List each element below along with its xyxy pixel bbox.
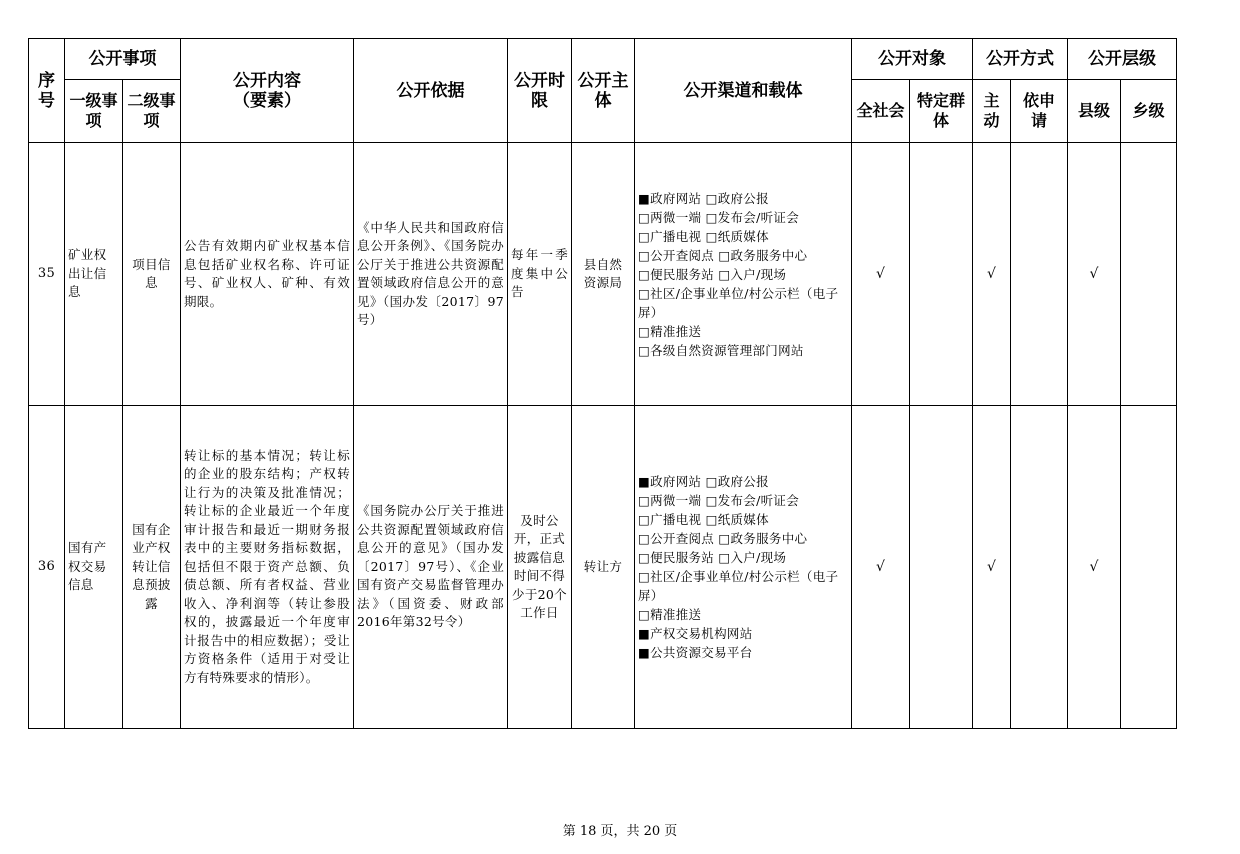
row-subject: 转让方 (572, 406, 635, 729)
channel-item: □精准推送 (638, 607, 702, 622)
row-basis: 《中华人民共和国政府信息公开条例》、《国务院办公厅关于推进公共资源配置领域政府信息公开的意见》（国办发〔2017〕97号） (354, 143, 508, 406)
row-seq: 36 (29, 406, 65, 729)
channel-item: □精准推送 (638, 323, 702, 339)
header-matter-group: 公开事项 (65, 39, 181, 80)
row-level1: 矿业权 出让信 息 (65, 143, 123, 406)
channel-item: ■产权交易机构网站 (638, 626, 753, 641)
channel-item: ■政府网站 □政府公报 (638, 190, 769, 206)
header-time-limit: 公开时 限 (508, 39, 572, 143)
row-channels (635, 406, 852, 729)
header-subject: 公开主 体 (572, 39, 635, 143)
header-level1: 一级事 项 (65, 80, 123, 143)
header-level-township: 乡级 (1121, 80, 1177, 143)
channel-item: □社区/企事业单位/村公示栏（电子屏） (638, 285, 839, 320)
row-channels (635, 143, 852, 406)
row-content: 转让标的基本情况；转让标的企业的股东结构；产权转让行为的决策及批准情况；转让标的企业最近一个年度审计报告和最近一期财务报表中的主要财务指标数据，包括但不限于资产总额、负债总额、所有者权益、营业收入、净利润等（转让参股权的，披露最近一个年度审计报告中的相应数据）；受让方资格条件（适用于对受让方有特殊要求的情形）。 (181, 406, 354, 729)
table-row (29, 406, 1177, 729)
header-seq: 序 号 (29, 39, 65, 143)
row-level1: 国有产 权交易 信息 (65, 406, 123, 729)
header-content: 公开内容 （要素） (181, 39, 354, 143)
row-method-active-check: √ (973, 406, 1011, 729)
table-row (29, 143, 1177, 406)
header-level-county: 县级 (1068, 80, 1121, 143)
row-target-all-check: √ (852, 406, 910, 729)
channel-item: ■公共资源交易平台 (638, 645, 753, 660)
row-time-limit: 及时公开，正式披露信息时间不得少于20个工作日 (508, 406, 572, 729)
row-content: 公告有效期内矿业权基本信息包括矿业权名称、许可证号、矿业权人、矿种、有效期限。 (181, 143, 354, 406)
row-method-request-check (1011, 143, 1068, 406)
channel-item: □公开查阅点 □政务服务中心 (638, 247, 808, 263)
header-level2: 二级事 项 (123, 80, 181, 143)
channel-item: □公开查阅点 □政务服务中心 (638, 531, 808, 546)
header-target-group: 公开对象 (852, 39, 973, 80)
header-target-specific: 特定群 体 (910, 80, 973, 143)
channel-item: ■政府网站 □政府公报 (638, 474, 769, 489)
channel-item: □两微一端 □发布会/听证会 (638, 209, 800, 225)
row-method-active-check: √ (973, 143, 1011, 406)
row-level-township-check (1121, 406, 1177, 729)
channel-item: □便民服务站 □入户/现场 (638, 266, 787, 282)
channel-item: □两微一端 □发布会/听证会 (638, 493, 800, 508)
row-level-county-check: √ (1068, 143, 1121, 406)
row-level2: 国有企 业产权 转让信 息预披 露 (123, 406, 181, 729)
row-level-county-check: √ (1068, 406, 1121, 729)
channel-item: □广播电视 □纸质媒体 (638, 512, 769, 527)
row-basis: 《国务院办公厅关于推进公共资源配置领域政府信息公开的意见》（国办发〔2017〕97号）、《企业国有资产交易监督管理办法》（国资委、财政部2016年第32号令） (354, 406, 508, 729)
header-level-group: 公开层级 (1068, 39, 1177, 80)
channel-item: □广播电视 □纸质媒体 (638, 228, 769, 244)
row-method-request-check (1011, 406, 1068, 729)
header-basis: 公开依据 (354, 39, 508, 143)
header-method-request: 依申 请 (1011, 80, 1068, 143)
row-level2: 项目信 息 (123, 143, 181, 406)
disclosure-table (28, 38, 1177, 729)
header-channels: 公开渠道和载体 (635, 39, 852, 143)
channel-item: □社区/企事业单位/村公示栏（电子屏） (638, 569, 839, 603)
row-target-specific-check (910, 143, 973, 406)
row-seq: 35 (29, 143, 65, 406)
header-method-active: 主 动 (973, 80, 1011, 143)
row-time-limit: 每年一季度集中公告 (508, 143, 572, 406)
row-target-all-check: √ (852, 143, 910, 406)
row-target-specific-check (910, 406, 973, 729)
header-target-all: 全社会 (852, 80, 910, 143)
channel-item: □便民服务站 □入户/现场 (638, 550, 787, 565)
header-method-group: 公开方式 (973, 39, 1068, 80)
channel-item: □各级自然资源管理部门网站 (638, 342, 804, 358)
row-subject: 县自然 资源局 (572, 143, 635, 406)
page-footer: 第 18 页，共 20 页 (562, 824, 678, 839)
row-level-township-check (1121, 143, 1177, 406)
